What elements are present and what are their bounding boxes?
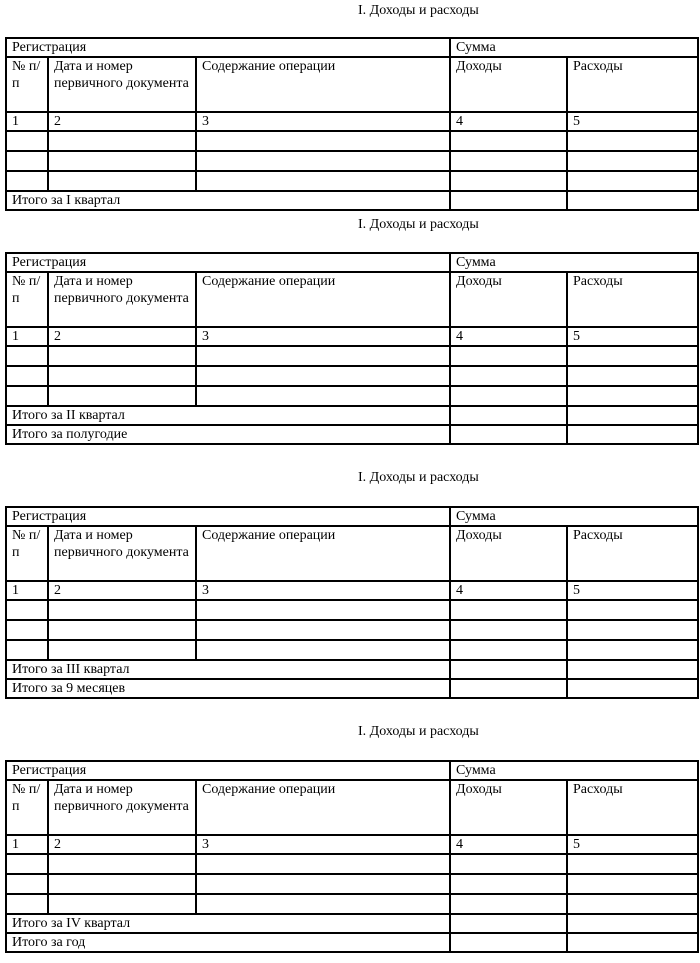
empty-cell[interactable] xyxy=(48,640,196,660)
empty-cell[interactable] xyxy=(48,346,196,366)
empty-cell[interactable] xyxy=(450,854,567,874)
empty-cell[interactable] xyxy=(6,346,48,366)
column-number: 5 xyxy=(567,581,698,600)
empty-cell[interactable] xyxy=(48,854,196,874)
total-label: Итого за II квартал xyxy=(6,406,450,425)
column-number: 4 xyxy=(450,327,567,346)
table-row xyxy=(6,620,698,640)
section-title: I. Доходы и расходы xyxy=(358,217,479,232)
total-income-cell[interactable] xyxy=(450,191,567,210)
empty-cell[interactable] xyxy=(48,600,196,620)
total-row xyxy=(6,679,698,698)
column-number: 1 xyxy=(6,581,48,600)
column-number: 1 xyxy=(6,112,48,131)
empty-cell[interactable] xyxy=(48,874,196,894)
column-number: 4 xyxy=(450,835,567,854)
empty-cell[interactable] xyxy=(6,386,48,406)
table-row xyxy=(6,386,698,406)
empty-cell[interactable] xyxy=(48,366,196,386)
section-title: I. Доходы и расходы xyxy=(358,470,479,485)
total-income-cell[interactable] xyxy=(450,660,567,679)
total-label: Итого за III квартал xyxy=(6,660,450,679)
empty-cell[interactable] xyxy=(196,366,450,386)
empty-cell[interactable] xyxy=(450,894,567,914)
registration-header: Регистрация xyxy=(6,38,450,57)
empty-cell[interactable] xyxy=(6,131,48,151)
empty-cell[interactable] xyxy=(6,366,48,386)
expense-header: Расходы xyxy=(567,526,698,581)
sum-header: Сумма xyxy=(450,761,698,780)
empty-cell[interactable] xyxy=(48,151,196,171)
total-label: Итого за год xyxy=(6,933,450,952)
empty-cell[interactable] xyxy=(6,171,48,191)
total-expense-cell[interactable] xyxy=(567,425,698,444)
column-number: 4 xyxy=(450,112,567,131)
ledger-table-q1 xyxy=(5,37,699,211)
date-doc-header: Дата и номер первичного документа xyxy=(48,526,196,581)
empty-cell[interactable] xyxy=(450,366,567,386)
empty-cell[interactable] xyxy=(450,620,567,640)
column-number: 5 xyxy=(567,112,698,131)
table-row xyxy=(6,600,698,620)
section-title: I. Доходы и расходы xyxy=(358,3,479,18)
empty-cell[interactable] xyxy=(567,874,698,894)
total-expense-cell[interactable] xyxy=(567,679,698,698)
empty-cell[interactable] xyxy=(196,620,450,640)
total-label: Итого за IV квартал xyxy=(6,914,450,933)
empty-cell[interactable] xyxy=(196,346,450,366)
empty-cell[interactable] xyxy=(196,640,450,660)
column-number: 2 xyxy=(48,581,196,600)
num-header: № п/п xyxy=(6,272,48,327)
total-income-cell[interactable] xyxy=(450,933,567,952)
num-header: № п/п xyxy=(6,57,48,112)
empty-cell[interactable] xyxy=(196,151,450,171)
table-row xyxy=(6,346,698,366)
ledger-table-q4 xyxy=(5,760,699,953)
empty-cell[interactable] xyxy=(450,171,567,191)
total-income-cell[interactable] xyxy=(450,679,567,698)
content-header: Содержание операции xyxy=(196,526,450,581)
registration-header: Регистрация xyxy=(6,761,450,780)
empty-cell[interactable] xyxy=(567,386,698,406)
column-number: 1 xyxy=(6,835,48,854)
empty-cell[interactable] xyxy=(567,600,698,620)
empty-cell[interactable] xyxy=(48,171,196,191)
date-doc-header: Дата и номер первичного документа xyxy=(48,780,196,835)
empty-cell[interactable] xyxy=(196,171,450,191)
sum-header: Сумма xyxy=(450,253,698,272)
empty-cell[interactable] xyxy=(567,640,698,660)
total-expense-cell[interactable] xyxy=(567,406,698,425)
column-number: 5 xyxy=(567,835,698,854)
total-row xyxy=(6,191,698,210)
section-title: I. Доходы и расходы xyxy=(358,724,479,739)
date-doc-header: Дата и номер первичного документа xyxy=(48,57,196,112)
table-row xyxy=(6,894,698,914)
total-label: Итого за полугодие xyxy=(6,425,450,444)
empty-cell[interactable] xyxy=(196,600,450,620)
total-row xyxy=(6,914,698,933)
empty-cell[interactable] xyxy=(196,386,450,406)
table-row xyxy=(6,151,698,171)
total-label: Итого за 9 месяцев xyxy=(6,679,450,698)
empty-cell[interactable] xyxy=(567,894,698,914)
empty-cell[interactable] xyxy=(48,620,196,640)
column-number: 2 xyxy=(48,835,196,854)
table-row xyxy=(6,640,698,660)
income-header: Доходы xyxy=(450,57,567,112)
sum-header: Сумма xyxy=(450,38,698,57)
empty-cell[interactable] xyxy=(6,151,48,171)
total-label: Итого за I квартал xyxy=(6,191,450,210)
content-header: Содержание операции xyxy=(196,780,450,835)
empty-cell[interactable] xyxy=(48,386,196,406)
column-number: 2 xyxy=(48,112,196,131)
sum-header: Сумма xyxy=(450,507,698,526)
total-row xyxy=(6,660,698,679)
total-expense-cell[interactable] xyxy=(567,660,698,679)
empty-cell[interactable] xyxy=(567,151,698,171)
empty-cell[interactable] xyxy=(567,366,698,386)
content-header: Содержание операции xyxy=(196,272,450,327)
empty-cell[interactable] xyxy=(450,386,567,406)
empty-cell[interactable] xyxy=(6,620,48,640)
income-header: Доходы xyxy=(450,780,567,835)
empty-cell[interactable] xyxy=(6,894,48,914)
ledger-table-q2 xyxy=(5,252,699,445)
empty-cell[interactable] xyxy=(196,854,450,874)
income-header: Доходы xyxy=(450,272,567,327)
total-income-cell[interactable] xyxy=(450,406,567,425)
total-row xyxy=(6,406,698,425)
empty-cell[interactable] xyxy=(567,171,698,191)
total-income-cell[interactable] xyxy=(450,914,567,933)
total-expense-cell[interactable] xyxy=(567,191,698,210)
table-row xyxy=(6,366,698,386)
empty-cell[interactable] xyxy=(450,600,567,620)
empty-cell[interactable] xyxy=(567,854,698,874)
registration-header: Регистрация xyxy=(6,253,450,272)
ledger-table-q3 xyxy=(5,506,699,699)
empty-cell[interactable] xyxy=(196,894,450,914)
column-number: 3 xyxy=(196,327,450,346)
content-header: Содержание операции xyxy=(196,57,450,112)
column-number: 3 xyxy=(196,835,450,854)
empty-cell[interactable] xyxy=(6,600,48,620)
table-row xyxy=(6,854,698,874)
column-number: 4 xyxy=(450,581,567,600)
empty-cell[interactable] xyxy=(48,894,196,914)
num-header: № п/п xyxy=(6,526,48,581)
empty-cell[interactable] xyxy=(6,854,48,874)
registration-header: Регистрация xyxy=(6,507,450,526)
empty-cell[interactable] xyxy=(196,874,450,894)
total-row xyxy=(6,933,698,952)
column-number: 3 xyxy=(196,581,450,600)
num-header: № п/п xyxy=(6,780,48,835)
expense-header: Расходы xyxy=(567,57,698,112)
table-row xyxy=(6,131,698,151)
expense-header: Расходы xyxy=(567,780,698,835)
column-number: 5 xyxy=(567,327,698,346)
empty-cell[interactable] xyxy=(567,131,698,151)
income-header: Доходы xyxy=(450,526,567,581)
empty-cell[interactable] xyxy=(450,131,567,151)
total-expense-cell[interactable] xyxy=(567,914,698,933)
empty-cell[interactable] xyxy=(48,131,196,151)
empty-cell[interactable] xyxy=(450,874,567,894)
empty-cell[interactable] xyxy=(450,151,567,171)
table-row xyxy=(6,874,698,894)
table-row xyxy=(6,171,698,191)
column-number: 3 xyxy=(196,112,450,131)
empty-cell[interactable] xyxy=(6,640,48,660)
total-income-cell[interactable] xyxy=(450,425,567,444)
empty-cell[interactable] xyxy=(567,620,698,640)
empty-cell[interactable] xyxy=(6,874,48,894)
date-doc-header: Дата и номер первичного документа xyxy=(48,272,196,327)
column-number: 2 xyxy=(48,327,196,346)
expense-header: Расходы xyxy=(567,272,698,327)
empty-cell[interactable] xyxy=(450,346,567,366)
empty-cell[interactable] xyxy=(196,131,450,151)
total-expense-cell[interactable] xyxy=(567,933,698,952)
empty-cell[interactable] xyxy=(450,640,567,660)
column-number: 1 xyxy=(6,327,48,346)
total-row xyxy=(6,425,698,444)
empty-cell[interactable] xyxy=(567,346,698,366)
